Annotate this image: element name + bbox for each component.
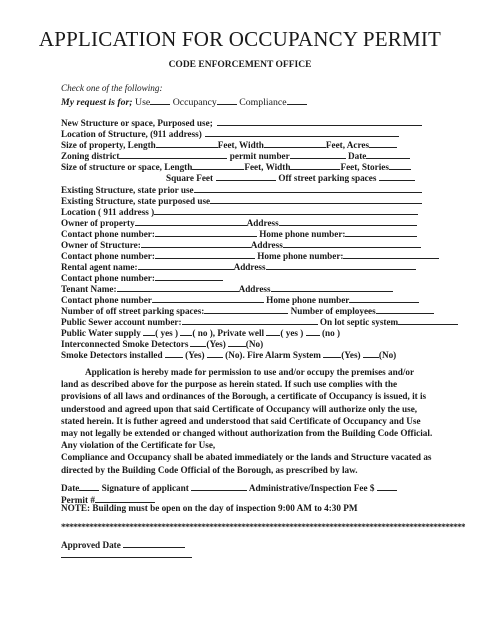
- alarm-no-label: (No): [378, 350, 397, 360]
- rental-contact-phone-label: Contact phone number:: [61, 273, 155, 283]
- water-yes-blank[interactable]: [143, 326, 155, 336]
- employees-label: Number of employees: [290, 306, 376, 316]
- alarm-no-blank[interactable]: [363, 348, 379, 358]
- rental-contact-phone-blank[interactable]: [155, 271, 223, 281]
- property-acres-label: Feet, Acres: [325, 140, 370, 150]
- request-type-row: [61, 95, 307, 108]
- well-yes-label: ( yes ): [280, 328, 304, 338]
- structure-contact-phone-label: Contact phone number:: [61, 251, 155, 261]
- location-blank[interactable]: [205, 127, 399, 137]
- option-use-label: Use: [135, 97, 151, 108]
- permit-number-blank[interactable]: [290, 149, 346, 159]
- structure-length-label: Size of structure or space, Length: [61, 162, 193, 172]
- parking-spaces-label: Off street parking spaces: [278, 173, 377, 183]
- approved-date-label: Approved Date: [61, 540, 121, 550]
- private-well-label: ( no ), Private well: [192, 328, 265, 338]
- offstreet-parking-blank[interactable]: [204, 304, 288, 314]
- new-structure-blank[interactable]: [217, 116, 422, 126]
- approved-row: [61, 538, 185, 551]
- separator-stars: *****************************************************************************************************: [61, 522, 465, 532]
- terms-paragraph: [61, 366, 433, 476]
- terms-paragraph-part1: Application is hereby made for permission to use and/or occupy the premises and/or land as described above for the purpose as herein stated. If such use complies with the provisions of all laws and ordinances of the Borough, a certificate of Occupancy is issued, it is understood and agreed upon that said Certificate of Occupancy will authorize only the use, stated herein. It is futher agreed and understood that said Certificate of Occupancy and Use may not legally be extended or changed without authorization from the Building Code Official. Any violation of the Certificate for Use,: [61, 367, 433, 451]
- location-label: Location of Structure, (911 address): [61, 129, 202, 139]
- structure-width-blank[interactable]: [290, 160, 340, 170]
- option-compliance-blank[interactable]: [287, 95, 307, 105]
- permit-number-label: permit number: [229, 151, 290, 161]
- owner-home-phone-label: Home phone number:: [259, 229, 346, 239]
- zoning-label: Zoning district: [61, 151, 120, 161]
- form-title: APPLICATION FOR OCCUPANCY PERMIT: [38, 27, 442, 51]
- date-blank[interactable]: [366, 149, 410, 159]
- signature-blank[interactable]: [191, 481, 247, 491]
- property-acres-blank[interactable]: [369, 138, 397, 148]
- owner-property-address-label: Address: [246, 218, 279, 228]
- location-911-blank[interactable]: [154, 205, 418, 215]
- date-label: Date: [348, 151, 367, 161]
- interconnected-smoke-label: Interconnected Smoke Detectors: [61, 339, 189, 349]
- smoke-yes-label: (Yes): [185, 350, 205, 360]
- prior-use-blank[interactable]: [194, 183, 422, 193]
- fire-alarm-label: (No). Fire Alarm System: [225, 350, 321, 360]
- interconnected-yes-label: (Yes): [206, 339, 226, 349]
- sewer-account-label: Public Sewer account number:: [61, 317, 182, 327]
- interconnected-no-label: (No): [245, 339, 264, 349]
- prior-use-label: Existing Structure, state prior use: [61, 185, 194, 195]
- offstreet-parking-label: Number of off street parking spaces:: [61, 306, 205, 316]
- well-yes-blank[interactable]: [266, 326, 280, 336]
- property-length-blank[interactable]: [156, 138, 218, 148]
- rental-agent-address-label: Address: [233, 262, 266, 272]
- owner-property-blank[interactable]: [135, 216, 247, 226]
- tenant-name-blank[interactable]: [117, 282, 239, 292]
- smoke-installed-row: [61, 348, 396, 361]
- option-occupancy-blank[interactable]: [217, 95, 237, 105]
- tenant-address-label: Address: [238, 284, 271, 294]
- signature-label: Signature of applicant: [101, 483, 189, 493]
- septic-label: On lot septic system: [319, 317, 399, 327]
- structure-width-label: Feet, Width: [244, 162, 291, 172]
- employees-blank[interactable]: [376, 304, 434, 314]
- zoning-blank[interactable]: [119, 149, 227, 159]
- signature-date-label: Date: [61, 483, 80, 493]
- owner-structure-blank[interactable]: [141, 238, 251, 248]
- purposed-use-blank[interactable]: [210, 194, 422, 204]
- purposed-use-label: Existing Structure, state purposed use: [61, 196, 211, 206]
- inspection-note: NOTE: Building must be open on the day of inspection 9:00 AM to 4:30 PM: [61, 503, 358, 513]
- parking-spaces-blank[interactable]: [379, 171, 415, 181]
- structure-home-phone-label: Home phone number:: [257, 251, 344, 261]
- owner-structure-address-label: Address: [250, 240, 283, 250]
- structure-length-blank[interactable]: [192, 160, 244, 170]
- interconnected-no-blank[interactable]: [228, 337, 246, 347]
- tenant-home-phone-blank[interactable]: [349, 293, 419, 303]
- structure-stories-label: Feet, Stories: [340, 162, 389, 172]
- tenant-home-phone-label: Home phone number: [266, 295, 350, 305]
- alarm-yes-blank[interactable]: [323, 348, 341, 358]
- permit-blank[interactable]: [95, 493, 155, 503]
- approval-signature-line[interactable]: [61, 557, 192, 558]
- property-width-blank[interactable]: [264, 138, 326, 148]
- septic-blank[interactable]: [398, 315, 458, 325]
- structure-stories-blank[interactable]: [389, 160, 411, 170]
- sewer-account-blank[interactable]: [182, 315, 318, 325]
- smoke-installed-label: Smoke Detectors installed: [61, 350, 163, 360]
- owner-structure-label: Owner of Structure:: [61, 240, 141, 250]
- option-occupancy-label: Occupancy: [172, 97, 217, 108]
- rental-agent-address-blank[interactable]: [266, 260, 416, 270]
- approved-date-blank[interactable]: [123, 538, 185, 548]
- rental-agent-label: Rental agent name:: [61, 262, 138, 272]
- rental-agent-blank[interactable]: [138, 260, 234, 270]
- smoke-no-blank[interactable]: [207, 348, 223, 358]
- owner-contact-phone-blank[interactable]: [155, 227, 257, 237]
- owner-contact-phone-label: Contact phone number:: [61, 229, 155, 239]
- check-instruction: Check one of the following:: [61, 83, 163, 93]
- structure-home-phone-blank[interactable]: [343, 249, 439, 259]
- owner-property-address-blank[interactable]: [279, 216, 417, 226]
- water-no-blank[interactable]: [180, 326, 192, 336]
- fee-blank[interactable]: [377, 481, 397, 491]
- tenant-contact-phone-label: Contact phone number: [61, 295, 152, 305]
- tenant-name-label: Tenant Name:: [61, 284, 117, 294]
- square-feet-blank[interactable]: [216, 171, 276, 181]
- new-structure-label: New Structure or space, Purposed use;: [61, 118, 213, 128]
- property-width-label: Feet, Width: [217, 140, 264, 150]
- tenant-contact-phone-blank[interactable]: [152, 293, 264, 303]
- option-compliance-label: Compliance: [239, 97, 287, 108]
- owner-property-label: Owner of property: [61, 218, 135, 228]
- owner-home-phone-blank[interactable]: [345, 227, 417, 237]
- terms-paragraph-part2: Compliance and Occupancy shall be abated immediately or the lands and Structure vacated as directed by the Building Code Official of the Borough, as prescribed by law.: [61, 452, 432, 475]
- interconnected-yes-blank[interactable]: [190, 337, 206, 347]
- fee-label: Administrative/Inspection Fee $: [248, 483, 375, 493]
- smoke-yes-blank[interactable]: [165, 348, 183, 358]
- signature-date-blank[interactable]: [79, 481, 99, 491]
- well-no-blank[interactable]: [306, 326, 320, 336]
- alarm-yes-label: (Yes): [341, 350, 361, 360]
- location-911-label: Location ( 911 address ): [61, 207, 155, 217]
- structure-contact-phone-blank[interactable]: [155, 249, 255, 259]
- water-supply-label: Public Water supply: [61, 328, 141, 338]
- form-subtitle: CODE ENFORCEMENT OFFICE: [168, 60, 312, 70]
- tenant-address-blank[interactable]: [271, 282, 393, 292]
- square-feet-label: Square Feet: [166, 173, 214, 183]
- option-use-blank[interactable]: [150, 95, 170, 105]
- water-yes-label: ( yes ): [155, 328, 179, 338]
- permit-label: Permit #: [61, 495, 95, 505]
- well-no-label: (no ): [321, 328, 341, 338]
- request-prefix: My request is for;: [61, 97, 133, 108]
- owner-structure-address-blank[interactable]: [283, 238, 421, 248]
- property-length-label: Size of property, Length: [61, 140, 156, 150]
